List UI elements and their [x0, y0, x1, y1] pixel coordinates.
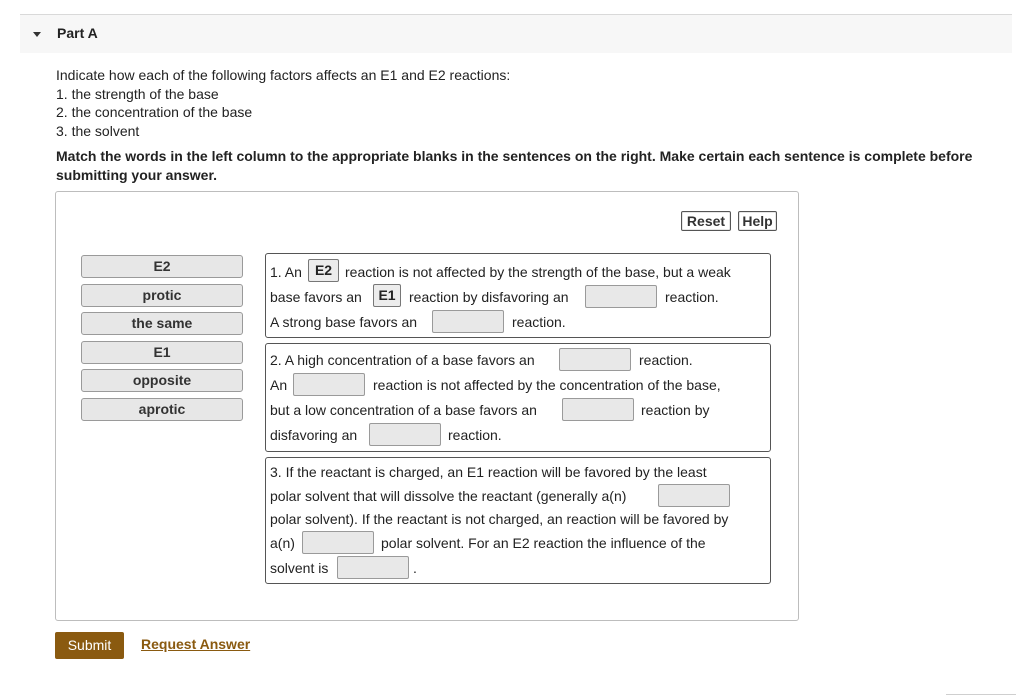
sentence-text: reaction.	[639, 352, 693, 368]
sentence-text: polar solvent). If the reactant is not charged, an reaction will be favored by	[270, 511, 729, 527]
drop-blank[interactable]	[432, 310, 504, 333]
sentence-text: 1. An	[270, 264, 302, 280]
instruction-text: Match the words in the left column to the appropriate blanks in the sentences on the right. Make certain each sentence is complete before submitting your answer.	[56, 148, 973, 183]
drop-blank[interactable]	[293, 373, 365, 396]
question-intro	[56, 66, 510, 140]
drop-blank[interactable]	[658, 484, 730, 507]
sentence-text: base favors an	[270, 289, 362, 305]
reset-button[interactable]: Reset	[681, 211, 731, 231]
sentence-text: polar solvent that will dissolve the reactant (generally a(n)	[270, 488, 627, 504]
drop-blank[interactable]	[559, 348, 631, 371]
sentence-text: solvent is	[270, 560, 329, 576]
caret-down-icon[interactable]	[33, 32, 41, 37]
intro-item: 3. the solvent	[56, 122, 140, 139]
sentence-text: 2. A high concentration of a base favors an	[270, 352, 535, 368]
sentence-text: disfavoring an	[270, 427, 358, 443]
sentence-text: .	[413, 560, 417, 576]
word-tile-protic[interactable]: protic	[81, 284, 243, 307]
sentence-text: but a low concentration of a base favors an	[270, 402, 537, 418]
intro-item: 2. the concentration of the base	[56, 104, 253, 120]
word-tile-opposite[interactable]: opposite	[81, 369, 243, 392]
sentence-text: reaction.	[665, 289, 719, 305]
sentence-text: reaction by	[641, 402, 710, 418]
sentence-text: reaction.	[448, 427, 502, 443]
word-tile-the-same[interactable]: the same	[81, 312, 243, 335]
sentence-text: A strong base favors an	[270, 314, 418, 330]
submit-button[interactable]: Submit	[55, 632, 124, 659]
sentence-text: a(n)	[270, 535, 295, 551]
drop-blank[interactable]	[562, 398, 634, 421]
help-button[interactable]: Help	[738, 211, 777, 231]
sentence-text: reaction by disfavoring an	[409, 289, 569, 305]
sentence-text: reaction is not affected by the concentration of the base,	[373, 377, 721, 393]
intro-lead: Indicate how each of the following factors affects an E1 and E2 reactions:	[56, 67, 511, 83]
drop-blank[interactable]	[337, 556, 409, 579]
word-tile-e1[interactable]: E1	[81, 341, 243, 364]
part-header[interactable]	[20, 15, 1012, 53]
drop-blank[interactable]	[302, 531, 374, 554]
drop-blank[interactable]	[369, 423, 441, 446]
sentence-text: polar solvent. For an E2 reaction the influence of the	[381, 535, 706, 551]
sentence-text: An	[270, 377, 288, 393]
sentence-text: reaction.	[512, 314, 566, 330]
word-tile-e2[interactable]: E2	[81, 255, 243, 278]
sentence-text: 3. If the reactant is charged, an E1 reaction will be favored by the least	[270, 464, 707, 480]
bottom-divider	[946, 694, 1016, 695]
word-tile-aprotic[interactable]: aprotic	[81, 398, 243, 421]
filled-blank[interactable]: E2	[308, 259, 339, 282]
sentence-text: reaction is not affected by the strength of the base, but a weak	[345, 264, 731, 280]
intro-item: 1. the strength of the base	[56, 85, 219, 102]
filled-blank[interactable]: E1	[373, 284, 401, 307]
part-title: Part A	[57, 25, 98, 41]
drop-blank[interactable]	[585, 285, 657, 308]
request-answer-link[interactable]: Request Answer	[141, 636, 251, 652]
